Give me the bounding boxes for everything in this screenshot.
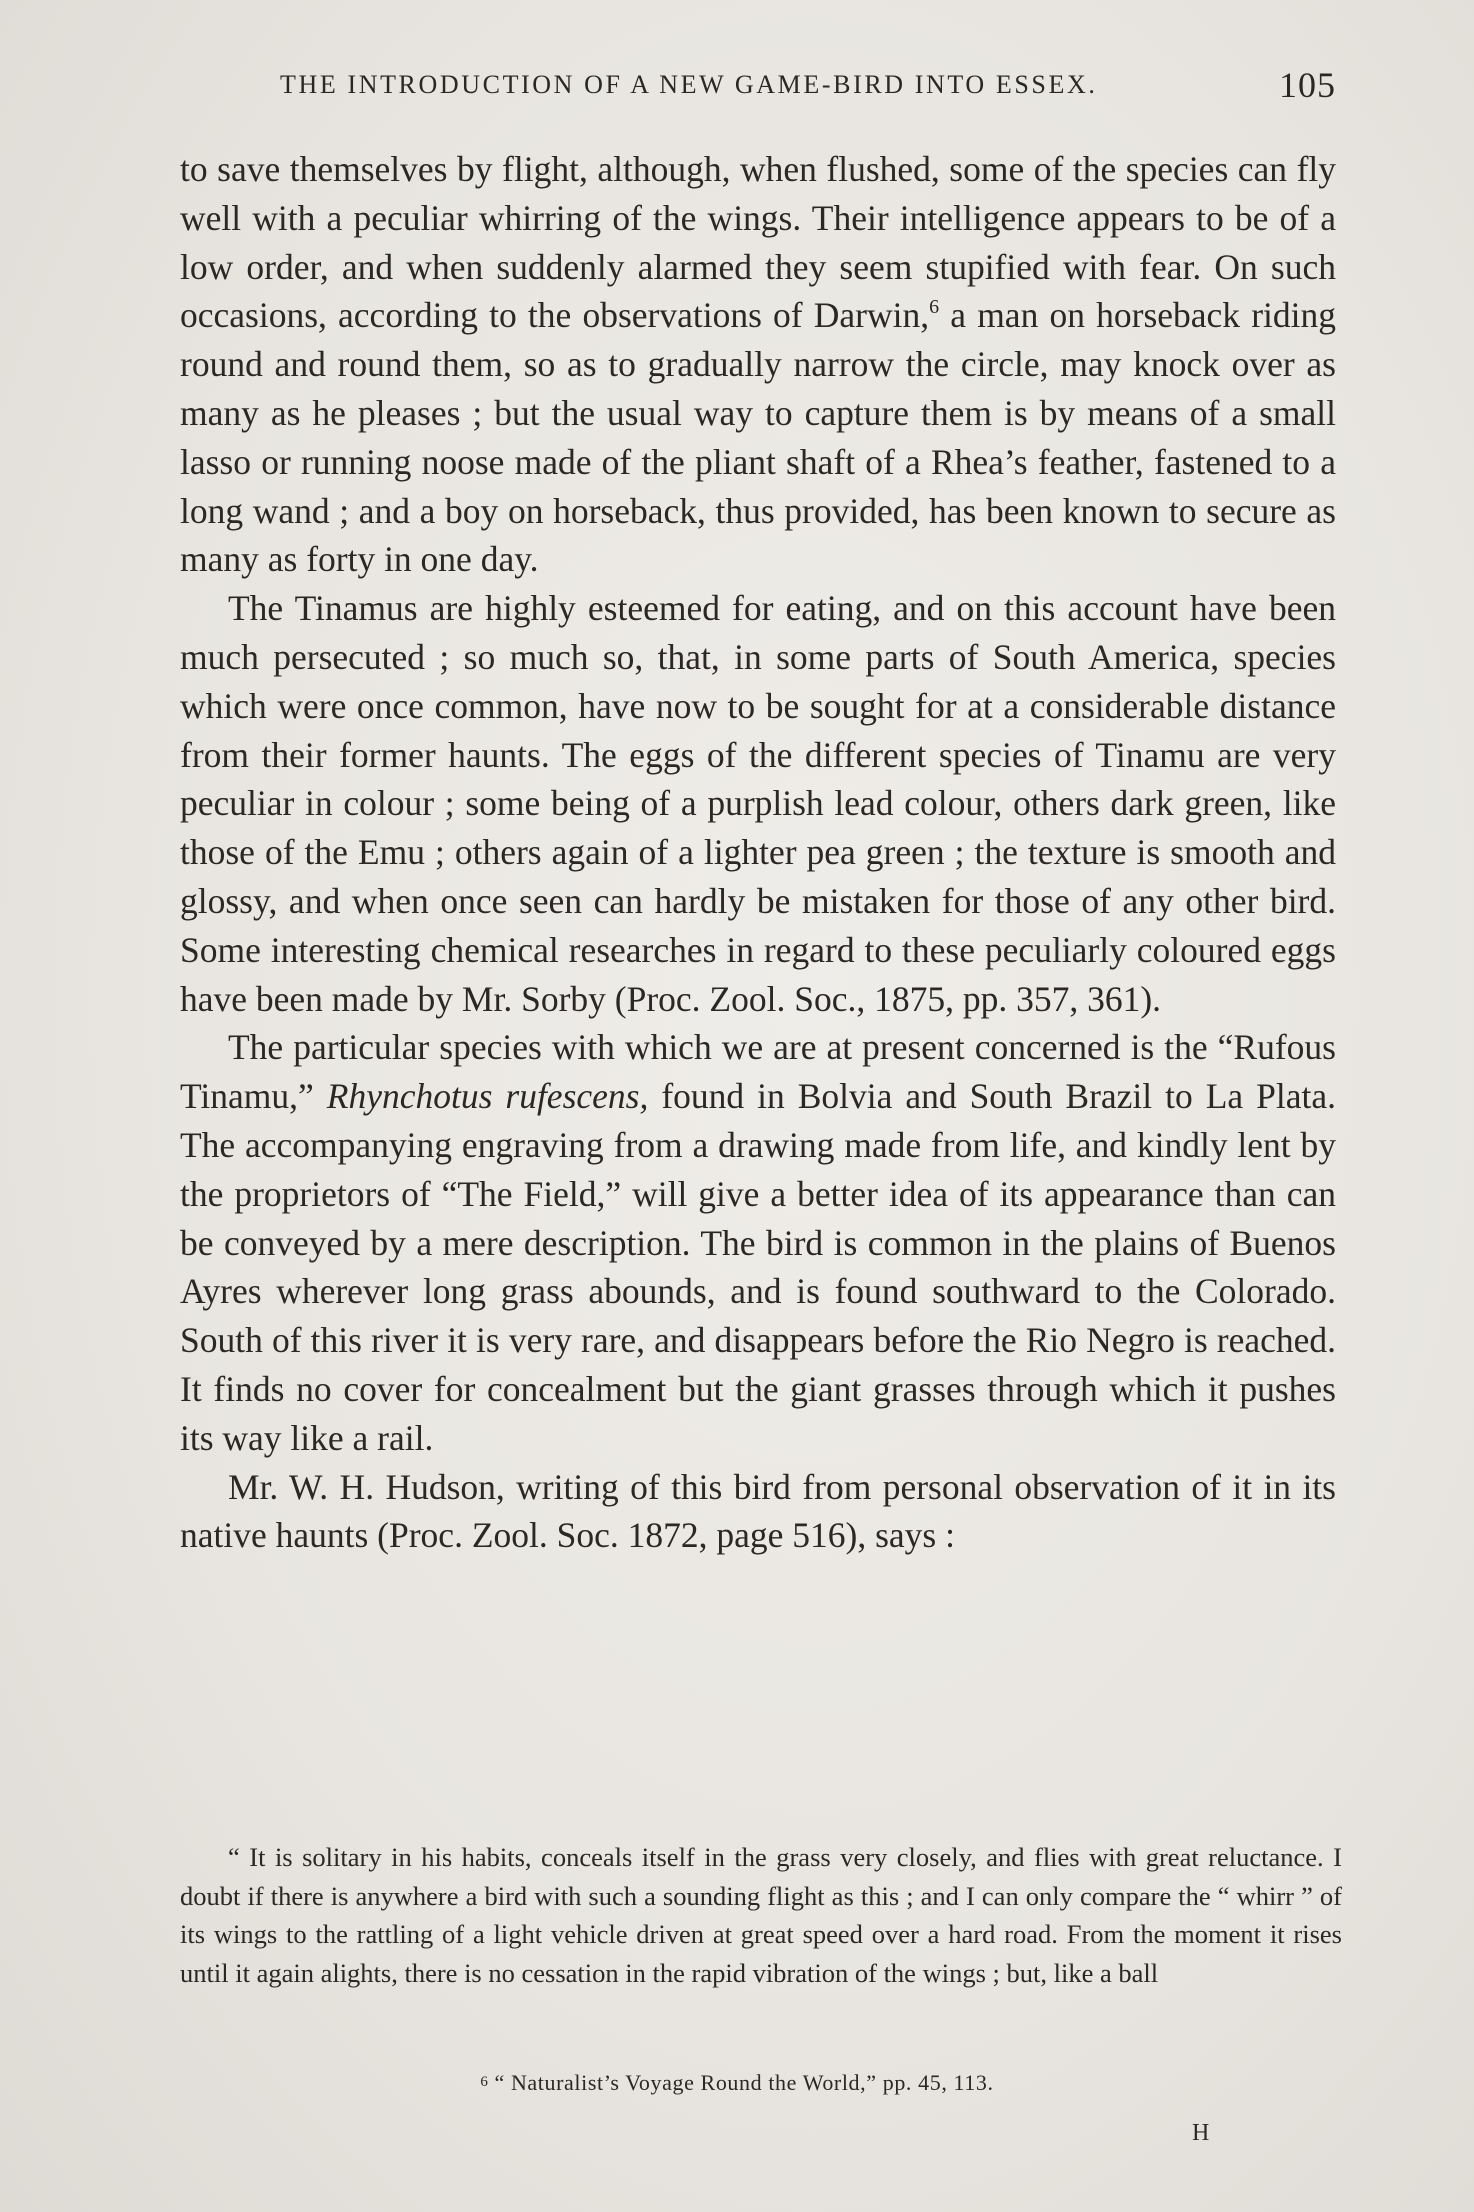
paragraph-1-text-b: a man on horseback riding round and round them, so as to gradually narrow the circle, may knock over as many as he pleases ; but the usual way to capture them is by means of a small lasso or running noose made of the pliant shaft of a Rhea’s feather, fastened to a long wand ; and a boy on horseback, thus provided, has been known to secure as many as forty in one day. bbox=[180, 295, 1336, 580]
block-quote: “ It is solitary in his habits, conceals itself in the grass very closely, and flies with great reluctance. I doubt if there is anywhere a bird with such a sounding flight as this ; and I can only compare the “ whirr ” of its wings to the rattling of a light vehicle driven at great speed over a hard road. From the moment it rises until it again alights, there is no cessation in the rapid vibration of the wings ; but, like a ball bbox=[180, 1842, 1342, 1988]
paragraph-1-text-a: to save themselves by flight, although, when flushed, some of the species can fly well with a peculiar whirring of the wings. Their intelligence appears to be of a low order, and when suddenly alarmed they seem stupified with fear. On such occasions, according to the observations of Darwin, bbox=[180, 149, 1336, 336]
running-head bbox=[180, 66, 1336, 106]
paragraph-3-text-a: The particular species with which we are at present concerned is the “Rufous Tinamu,” bbox=[180, 1027, 1336, 1117]
paragraph-2: The Tinamus are highly esteemed for eating, and on this account have been much persecuted ; so much so, that, in some parts of South America, species which were once common, have now to be sought for at a considerable distance from their former haunts. The eggs of the different species of Tinamu are very peculiar in colour ; some being of a purplish lead colour, others dark green, like those of the Emu ; others again of a lighter pea green ; the texture is smooth and glossy, and when once seen can hardly be mistaken for those of any other bird. Some interesting chemical researches in regard to these peculiarly coloured eggs have been made by Mr. Sorby (Proc. Zool. Soc., 1875, pp. 357, 361). bbox=[180, 588, 1336, 1019]
running-title: THE INTRODUCTION OF A NEW GAME-BIRD INTO ESSEX. bbox=[280, 70, 1098, 99]
paragraph-1 bbox=[180, 145, 1336, 584]
footnote-text: “ Naturalist’s Voyage Round the World,” pp. 45, 113. bbox=[494, 2070, 994, 2095]
footnote-reference: 6 bbox=[929, 296, 940, 319]
species-name: Rhynchotus rufescens, bbox=[326, 1076, 649, 1117]
page-number: 105 bbox=[1279, 65, 1336, 105]
footnote bbox=[0, 2070, 1474, 2096]
paragraph-4: Mr. W. H. Hudson, writing of this bird from personal observation of it in its native haunts (Proc. Zool. Soc. 1872, page 516), says : bbox=[180, 1466, 1336, 1556]
signature-mark: H bbox=[1192, 2120, 1210, 2146]
body-text bbox=[180, 145, 1336, 1560]
paragraph-3 bbox=[180, 1023, 1336, 1462]
footnote-number: 6 bbox=[480, 2074, 489, 2090]
paragraph-3-text-b: found in Bolvia and South Brazil to La Plata. The accompanying engraving from a drawing made from life, and kindly lent by the proprietors of “The Field,” will give a better idea of its appearance than can be conveyed by a mere description. The bird is common in the plains of Buenos Ayres wherever long grass abounds, and is found southward to the Colorado. South of this river it is very rare, and disappears before the Rio Negro is reached. It finds no cover for concealment but the giant grasses through which it pushes its way like a rail. bbox=[180, 1076, 1336, 1458]
